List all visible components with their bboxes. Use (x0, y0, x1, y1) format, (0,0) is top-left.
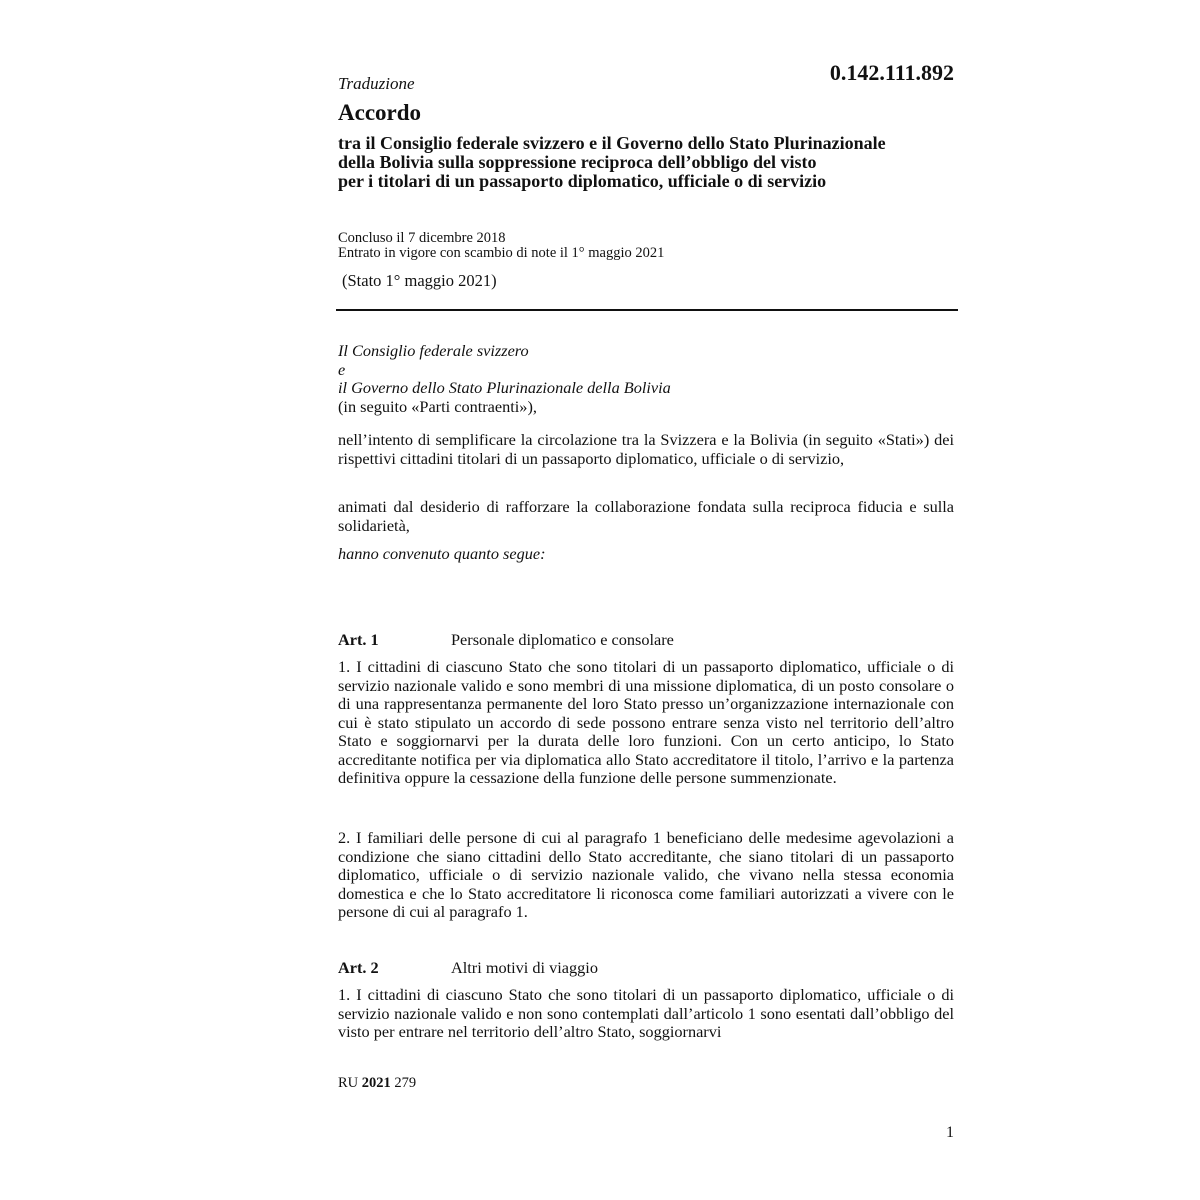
ru-reference: RU 2021 279 (338, 1075, 417, 1091)
ru-year: 2021 (361, 1075, 391, 1091)
ru-page: 279 (394, 1075, 417, 1091)
document-subtitle (338, 134, 978, 191)
preamble-parties (338, 342, 954, 416)
article-2-heading (338, 958, 598, 978)
document-title: Accordo (338, 100, 422, 125)
subtitle-line: della Bolivia sulla soppressione reciproca dell’obbligo del visto (338, 152, 817, 172)
article-title: Personale diplomatico e consolare (451, 630, 674, 649)
dates-block (338, 231, 664, 261)
article-1-heading (338, 630, 674, 650)
in-force-date: Entrato in vigore con scambio di note il 1° maggio 2021 (338, 245, 665, 261)
preamble-intent: nell’intento di semplificare la circolazione tra la Svizzera e la Bolivia (in seguito «Stati») dei rispettivi cittadini titolari di un passaporto diplomatico, ufficiale o di servizio, (338, 430, 954, 468)
article-1-paragraph-1: 1. I cittadini di ciascuno Stato che sono titolari di un passaporto diplomatico, ufficiale o di servizio nazionale valido e sono membri di una missione diplomatica, di un posto consolare o di una rappresentanza permanente del loro Stato presso un’organizzazione internazionale con cui è stato stipulato un accordo di sede possono entrare senza visto nel territorio dell’altro Stato e soggiornarvi per la durata delle loro funzioni. Con un certo anticipo, lo Stato accreditante notifica per via diplomatica allo Stato accreditatore il titolo, l’arrivo e la partenza definitiva oppure la cessazione della funzione delle persone summenzionate. (338, 657, 954, 787)
subtitle-line: per i titolari di un passaporto diplomatico, ufficiale o di servizio (338, 171, 827, 191)
party-bolivia: il Governo dello Stato Plurinazionale della Bolivia (338, 378, 671, 397)
article-title: Altri motivi di viaggio (451, 958, 598, 977)
article-1-paragraph-2: 2. I familiari delle persone di cui al paragrafo 1 beneficiano delle medesime agevolazioni a condizione che siano cittadini dello Stato accreditante, che siano titolari di un passaporto diplomatico, ufficiale o di servizio nazionale valido, che vivano nella stessa economia domestica e che lo Stato accreditatore li riconosca come familiari autorizzati a vivere con le persone di cui al paragrafo 1. (338, 828, 954, 921)
party-switzerland: Il Consiglio federale svizzero (338, 341, 529, 360)
header-divider (336, 309, 958, 311)
parties-note: (in seguito «Parti contraenti»), (338, 396, 537, 416)
article-label: Art. 1 (338, 630, 379, 649)
sr-number: 0.142.111.892 (829, 60, 954, 85)
preamble-desire: animati dal desiderio di rafforzare la collaborazione fondata sulla reciproca fiducia e sulla solidarietà, (338, 497, 954, 535)
subtitle-line: tra il Consiglio federale svizzero e il Governo dello Stato Plurinazionale (338, 133, 886, 153)
preamble-agreed: hanno convenuto quanto segue: (338, 544, 546, 563)
translation-label: Traduzione (338, 74, 415, 93)
article-2-paragraph-1: 1. I cittadini di ciascuno Stato che sono titolari di un passaporto diplomatico, ufficiale o di servizio nazionale valido e non sono contemplati dall’articolo 1 sono esentati dall’obbligo del visto per entrare nel territorio dell’altro Stato, soggiornarvi (338, 985, 954, 1041)
page-number: 1 (946, 1124, 954, 1141)
article-label: Art. 2 (338, 958, 379, 977)
status-date: (Stato 1° maggio 2021) (342, 271, 497, 290)
party-conjunction: e (338, 359, 346, 379)
concluded-date: Concluso il 7 dicembre 2018 (338, 230, 506, 246)
